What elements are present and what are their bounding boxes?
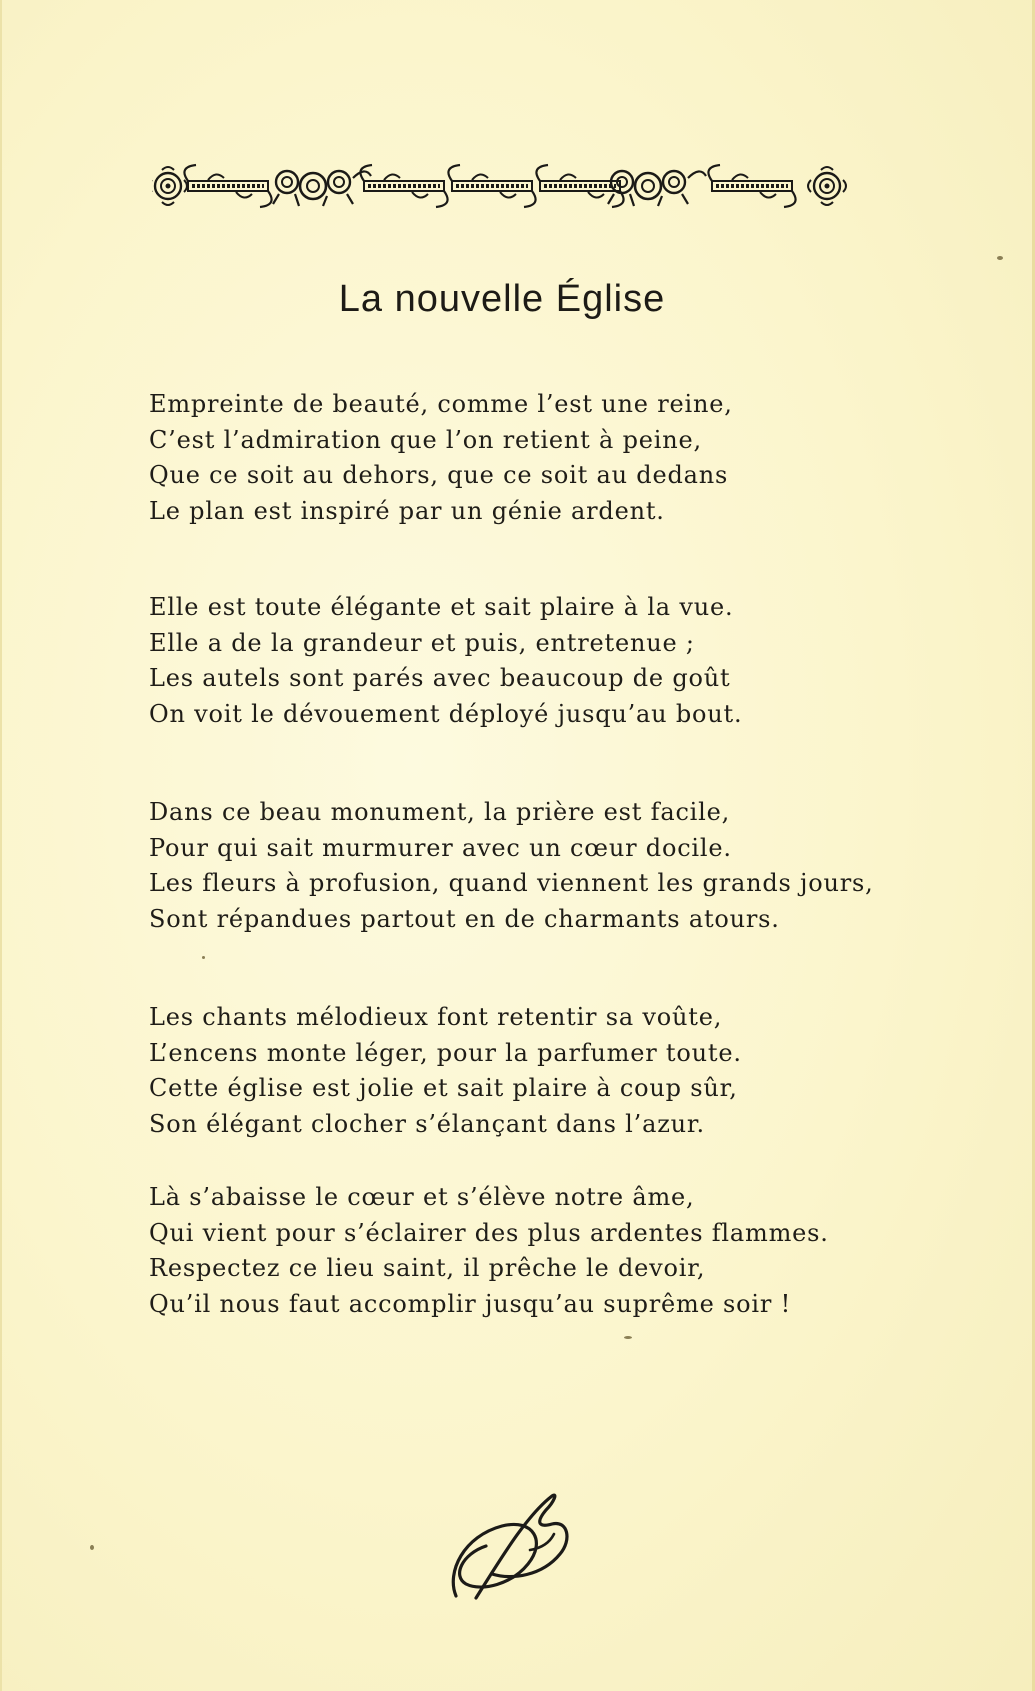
poem-line: Pour qui sait murmurer avec un cœur docile. [149, 833, 732, 862]
poem-line: Le plan est inspiré par un génie ardent. [149, 496, 665, 525]
paper-speck [624, 1336, 632, 1339]
poem-line: Les autels sont parés avec beaucoup de goût [149, 664, 731, 692]
poem-line: Dans ce beau monument, la prière est facile, [149, 798, 731, 826]
paper-speck [202, 956, 205, 959]
poem-line: Qui vient pour s’éclairer des plus ardentes flammes. [149, 1218, 829, 1247]
paper-speck [90, 1545, 94, 1550]
poem-line: Cette église est jolie et sait plaire à coup sûr, [149, 1074, 738, 1102]
poem-line: L’encens monte léger, pour la parfumer toute. [149, 1038, 742, 1067]
poem-line: On voit le dévouement déployé jusqu’au bout. [149, 699, 743, 728]
paper-speck [997, 256, 1003, 260]
stanza-2 [149, 590, 742, 732]
poem-line: Qu’il nous faut accomplir jusqu’au suprême soir ! [149, 1289, 792, 1318]
poem-line: C’est l’admiration que l’on retient à peine, [149, 425, 702, 454]
stanza-1 [149, 387, 733, 529]
poem-line: Elle est toute élégante et sait plaire à la vue. [149, 593, 734, 621]
stanza-4 [149, 1000, 742, 1142]
poem-title: La nouvelle Église [338, 278, 666, 320]
stanza-3 [149, 795, 874, 937]
floral-border-ornament [152, 158, 852, 218]
poem-line: Empreinte de beauté, comme l’est une reine, [149, 390, 733, 418]
poem-line: Que ce soit au dehors, que ce soit au dedans [149, 461, 729, 489]
monogram-signature [442, 1488, 577, 1608]
poem-line: Là s’abaisse le cœur et s’élève notre âme, [149, 1183, 695, 1211]
poem-line: Les fleurs à profusion, quand viennent les grands jours, [149, 869, 874, 897]
stanza-5 [149, 1180, 829, 1322]
poem-line: Sont répandues partout en de charmants atours. [149, 904, 780, 933]
poem-line: Son élégant clocher s’élançant dans l’azur. [149, 1109, 705, 1138]
poem-line: Respectez ce lieu saint, il prêche le devoir, [149, 1254, 706, 1282]
poem-line: Elle a de la grandeur et puis, entretenue ; [149, 628, 695, 657]
poem-line: Les chants mélodieux font retentir sa voûte, [149, 1003, 723, 1031]
